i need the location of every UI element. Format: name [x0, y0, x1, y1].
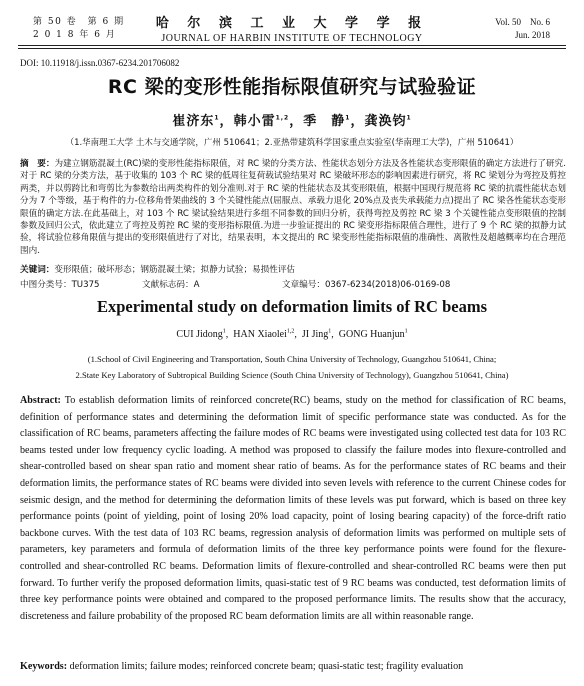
keywords-text-cn: 变形限值；破坏形态；钢筋混凝土梁；拟静力试验；易损性评估 [54, 265, 296, 275]
affil-mark: 1,2 [286, 328, 295, 335]
abstract-cn [20, 158, 566, 257]
author-en-2: HAN Xiaolei [233, 329, 287, 340]
volume-number-en: Vol. 50 No. 6 [495, 17, 550, 27]
title-cn: RC 梁的变形性能指标限值研究与试验验证 [107, 76, 477, 98]
authors-cn: 崔济东$^1$，韩小雷$^{1,2}$，季 静$^1$，龚涣钧$^1$ [172, 114, 412, 129]
affil-mark: 1 [222, 328, 226, 335]
affil-mark: 1 [328, 328, 332, 335]
keywords-label-cn: 关键词： [20, 265, 55, 275]
issue-date-en: Jun. 2018 [514, 30, 550, 40]
volume-number-cn: 第 50 卷 第 6 期 [33, 17, 125, 27]
affiliation-en-line-1: (1.School of Civil Engineering and Transportation, South China University of Technology, Guangzhou 510641, China; [87, 354, 497, 364]
abstract-en [20, 393, 566, 625]
author-en-1: CUI Jidong [176, 329, 223, 340]
article-number: 文章编号：0367-6234(2018)06-0169-08 [282, 280, 451, 290]
affil-mark: 1 [406, 114, 412, 122]
keywords-label-en: Keywords: [20, 661, 68, 672]
keywords-cn [20, 264, 566, 276]
header-rule-top [18, 45, 566, 46]
clc-number: 中图分类号：TU375 [20, 280, 100, 290]
journal-name-en: JOURNAL OF HARBIN INSTITUTE OF TECHNOLOGY [161, 33, 423, 44]
abstract-label-en: Abstract: [20, 395, 61, 406]
authors-en: CUI Jidong$^1$, HAN Xiaolei$^{1,2}$, JI Jing$^1$, GONG Huanjun$^1$ [176, 328, 408, 340]
affil-mark: 1,2 [275, 114, 290, 122]
author-en-3: JI Jing [301, 329, 329, 340]
document-code: 文献标志码：A [142, 280, 200, 290]
affil-mark: 1 [214, 114, 220, 122]
title-en: Experimental study on deformation limits of RC beams [96, 297, 488, 316]
journal-name-cn: 哈 尔 滨 工 业 大 学 学 报 [155, 16, 429, 31]
header-rule-bottom [18, 48, 566, 49]
affiliation-cn: （1.华南理工大学 土木与交通学院，广州 510641；2.亚热带建筑科学国家重点实验室(华南理工大学)，广州 510641） [65, 138, 519, 148]
author-en-4: GONG Huanjun [338, 329, 405, 340]
abstract-text-cn: 为建立钢筋混凝土(RC)梁的变形性能指标限值，对 RC 梁的分类方法、性能状态划分方法及各性能状态变形限值的确定方法进行了研究.对于 RC 梁的分类方法，基于收集的 103 个 RC 梁的低周往复荷载试验结果对 RC 梁破坏形态的影响因素进行研究，将 RC 梁划分为弯控及剪控两类，并以剪跨比和弯剪比为参数给出两类构件的划分准则.对于 RC 梁的性能状态及其变形限值，根据中国现行规范将 RC 梁的抗震性能状态划分为 7 个等级，基于构件的力-位移角骨架曲线的 3 个关键性能点(屈服点、承载力退化 20%点及丧失承载能力点)提出了 RC 梁各性能状态变形限值的确定方法.在此基础上，对 103 个 RC 梁试验结果进行多组不同参数的回归分析，获得弯控及剪控 RC 梁 3 个关键性能点变形限值的控制参数及回归公式，依此建立了弯控及剪控 RC 梁的变形指标限值.为进一步验证提出的 RC 梁变形指标限值合理性，进行了 9 个 RC 梁的拟静力试验，将试验位移角限值与提出的变形限值进行了对比，结果表明，本文提出的 RC 梁变形性能指标限值的准确性、离散性及超越概率均在合理范围内. [20, 159, 566, 256]
issue-date-cn: 2 0 1 8 年 6 月 [33, 30, 117, 40]
author-cn-3: 季 静 [303, 114, 346, 129]
affil-mark: 1 [345, 114, 351, 122]
abstract-text-en: To establish deformation limits of reinforced concrete(RC) beams, study on the method for classification of RC beams, definition of performance states and determining the deformation limit of specific performance state was conducted. As for the classification of RC beams, parameters affecting the failure modes of RC beams were investigated using collected test data for 103 RC beams tested under low frequency cyclic loading. A method was proposed to classify the failure modes into flexure-controlled and shear-controlled based on shear span ratio and moment shear ratio of beams. As for the performance states of RC beams and their deformation limits, the performance states of RC beams were divided into seven levels with reference to the current Chinese codes for seismic design, and the method for determining the deformation limits of these levels was put forward, which is based on three key performance points (point of yielding, point of losing 20% load capacity, point of losing bearing capacity) of the force-drift ratio backbone curves. With the test data of 103 RC beams, regression analysis of deformation limits was performed on multiple sets of parameters, key parameters and formula of deformation limits of the three key performance points were found for the flexure-controlled and shear-controlled RC beams. Deformation limits of flexure-controlled and shear-controlled RC beams were then put forward. To further verify the proposed deformation limits, quasi-static test of 9 RC beams was conducted, test deformation limits of three key performance points were obtained and compared to the proposed performance limits. The results show that the accuracy, discreteness and failure probability of the proposed RC beam deformation limits are all within reasonable range. [20, 395, 566, 622]
keywords-text-en: deformation limits; failure modes; reinforced concrete beam; quasi-static test; fragility evaluation [69, 661, 464, 672]
author-cn-2: 韩小雷 [233, 114, 276, 129]
affiliation-en-line-2: 2.State Key Laboratory of Subtropical Building Science (South China University of Technology), Guangzhou 510641, China) [75, 370, 509, 380]
affiliation-en [0, 351, 584, 383]
doi: DOI: 10.11918/j.issn.0367-6234.201706082 [20, 58, 180, 68]
author-cn-1: 崔济东 [172, 114, 215, 129]
issue-info-en [495, 16, 550, 42]
affil-mark: 1 [404, 328, 408, 335]
abstract-label-cn: 摘 要： [20, 159, 55, 169]
author-cn-4: 龚涣钧 [364, 114, 407, 129]
keywords-en [20, 661, 566, 672]
